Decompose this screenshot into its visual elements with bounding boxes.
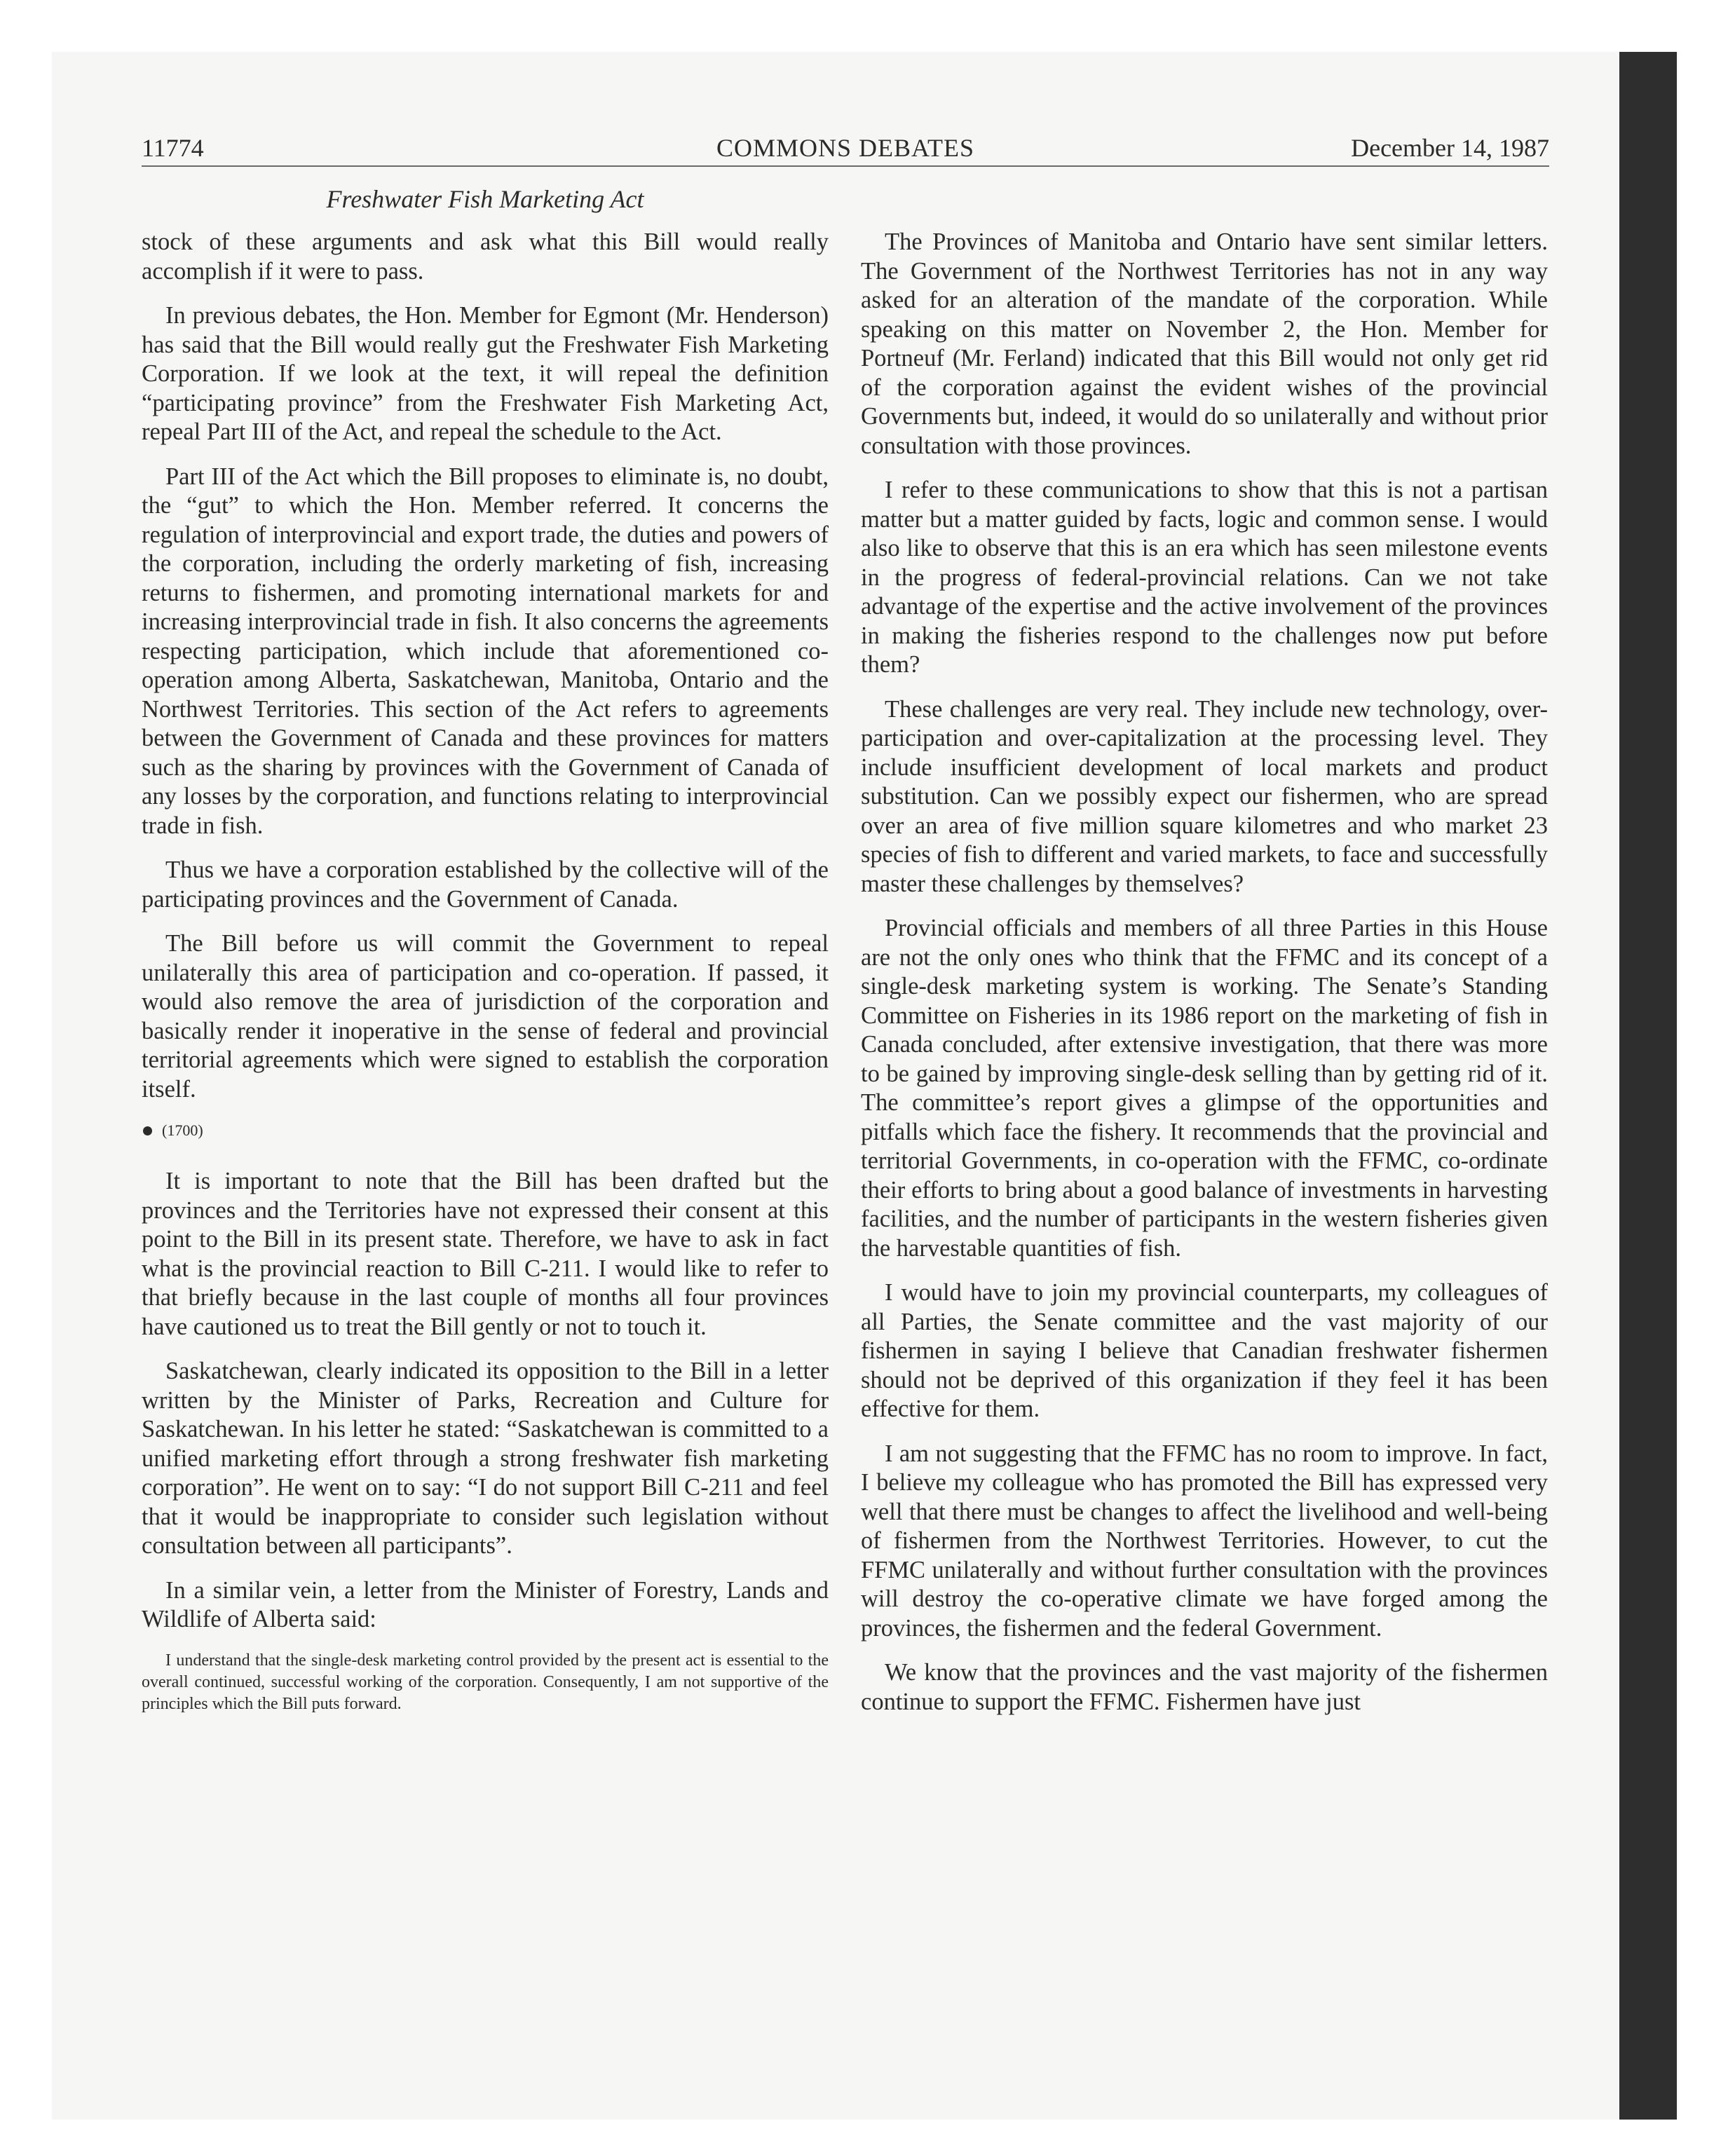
time-marker-label: (1700) bbox=[162, 1121, 203, 1139]
paragraph: I refer to these communications to show that this is not a partisan matter but a matter guided by facts, logic and common sense. I would also like to observe that this is an era which has seen milestone events in the progress of federal-provincial relations. Can we not take advantage of the expertise and the active involvement of the provinces in making the fisheries respond to the challenges now put before them? bbox=[861, 477, 1548, 678]
paragraph: Part III of the Act which the Bill proposes to eliminate is, no doubt, the “gut” to which the Hon. Member referred. It concerns the regulation of interprovincial and export trade, the duties and powers of the corporation, including the orderly marketing of fish, increasing returns to fishermen, and promoting international markets for and increasing interprovincial trade in fish. It also concerns the agreements respecting participation, which include that aforementioned co-operation among Alberta, Saskatchewan, Manitoba, Ontario and the Northwest Territories. This section of the Act refers to agreements between the Government of Canada and these provinces for matters such as the sharing by provinces with the Government of Canada of any losses by the corporation, and functions relating to interprovincial trade in fish. bbox=[142, 463, 829, 839]
right-column bbox=[861, 228, 1548, 1732]
paragraph: The Provinces of Manitoba and Ontario have sent similar letters. The Government of the Northwest Territories has not in any way asked for an alteration of the mandate of the corporation. While speaking on this matter on November 2, the Hon. Member for Portneuf (Mr. Ferland) indicated that this Bill would not only get rid of the corporation against the evident wishes of the provincial Governments but, indeed, it would do so unilaterally and without prior consultation with those provinces. bbox=[861, 228, 1548, 459]
paragraph: In a similar vein, a letter from the Minister of Forestry, Lands and Wildlife of Alberta said: bbox=[142, 1576, 829, 1632]
time-marker bbox=[142, 1119, 829, 1142]
paragraph: I am not suggesting that the FFMC has no room to improve. In fact, I believe my colleague who has promoted the Bill has expressed very well that there must be changes to affect the livelihood and well-being of fishermen from the Northwest Territories. However, to cut the FFMC unilaterally and without further consultation with the provinces will destroy the co-operative climate we have forged among the provinces, the fishermen and the federal Government. bbox=[861, 1440, 1548, 1642]
section-title: Freshwater Fish Marketing Act bbox=[326, 185, 644, 213]
journal-title: COMMONS DEBATES bbox=[716, 134, 975, 162]
block-quote: I understand that the single-desk marketing control provided by the present act is essential to the overall continued, successful working of the corporation. Consequently, I am not supportive of the principles which the Bill puts forward. bbox=[142, 1651, 829, 1713]
scan-edge-bar bbox=[1619, 52, 1677, 2120]
paragraph: Saskatchewan, clearly indicated its opposition to the Bill in a letter written by the Minister of Parks, Recreation and Culture for Saskatchewan. In his letter he stated: “Saskatchewan is committed to a unified marketing effort through a strong freshwater fish marketing corporation”. He went on to say: “I do not support Bill C-211 and feel that it would be inappropriate to consider such legislation without consultation between all participants”. bbox=[142, 1358, 829, 1559]
paragraph: These challenges are very real. They include new technology, over-participation and over-capitalization at the processing level. They include insufficient development of local markets and product substitution. Can we possibly expect our fishermen, who are spread over an area of five million square kilometres and who market 23 species of fish to different and varied markets, to face and successfully master these challenges by themselves? bbox=[861, 695, 1548, 897]
left-column bbox=[142, 228, 829, 1715]
page-date: December 14, 1987 bbox=[1351, 134, 1549, 162]
bullet-icon bbox=[143, 1126, 152, 1135]
paragraph: I would have to join my provincial counterparts, my colleagues of all Parties, the Senate committee and the vast majority of our fishermen in saying I believe that Canadian freshwater fishermen should not be deprived of this organization if they feel it has been effective for them. bbox=[861, 1279, 1548, 1422]
paragraph: In previous debates, the Hon. Member for Egmont (Mr. Henderson) has said that the Bill would really gut the Freshwater Fish Marketing Corporation. If we look at the text, it will repeal the definition “participating province” from the Freshwater Fish Marketing Act, repeal Part III of the Act, and repeal the schedule to the Act. bbox=[142, 302, 829, 445]
page-number: 11774 bbox=[142, 134, 204, 162]
paragraph: We know that the provinces and the vast majority of the fishermen continue to support the FFMC. Fishermen have just bbox=[861, 1659, 1548, 1715]
paragraph: The Bill before us will commit the Government to repeal unilaterally this area of participation and co-operation. If passed, it would also remove the area of jurisdiction of the corporation and basically render it inoperative in the sense of federal and provincial territorial agreements which were signed to establish the corporation itself. bbox=[142, 930, 829, 1103]
paragraph: Thus we have a corporation established by the collective will of the participating provinces and the Government of Canada. bbox=[142, 857, 829, 913]
page-header bbox=[142, 130, 1549, 167]
paragraph: Provincial officials and members of all three Parties in this House are not the only ones who think that the FFMC and its concept of a single-desk marketing system is working. The Senate’s Standing Committee on Fisheries in its 1986 report on the marketing of fish in Canada concluded, after extensive investigation, that there was more to be gained by improving single-desk selling than by getting rid of it. The committee’s report gives a glimpse of the opportunities and pitfalls which face the fishery. It recommends that the provincial and territorial Governments, in co-operation with the FFMC, co-ordinate their efforts to bring about a good balance of investments in harvesting facilities, and the number of participants in the western fisheries given the harvestable quantities of fish. bbox=[861, 915, 1548, 1262]
paragraph: stock of these arguments and ask what this Bill would really accomplish if it were to pass. bbox=[142, 228, 829, 285]
paragraph: It is important to note that the Bill has been drafted but the provinces and the Territories have not expressed their consent at this point to the Bill in its present state. Therefore, we have to ask in fact what is the provincial reaction to Bill C-211. I would like to refer to that briefly because in the last couple of months all four provinces have cautioned us to treat the Bill gently or not to touch it. bbox=[142, 1168, 829, 1340]
